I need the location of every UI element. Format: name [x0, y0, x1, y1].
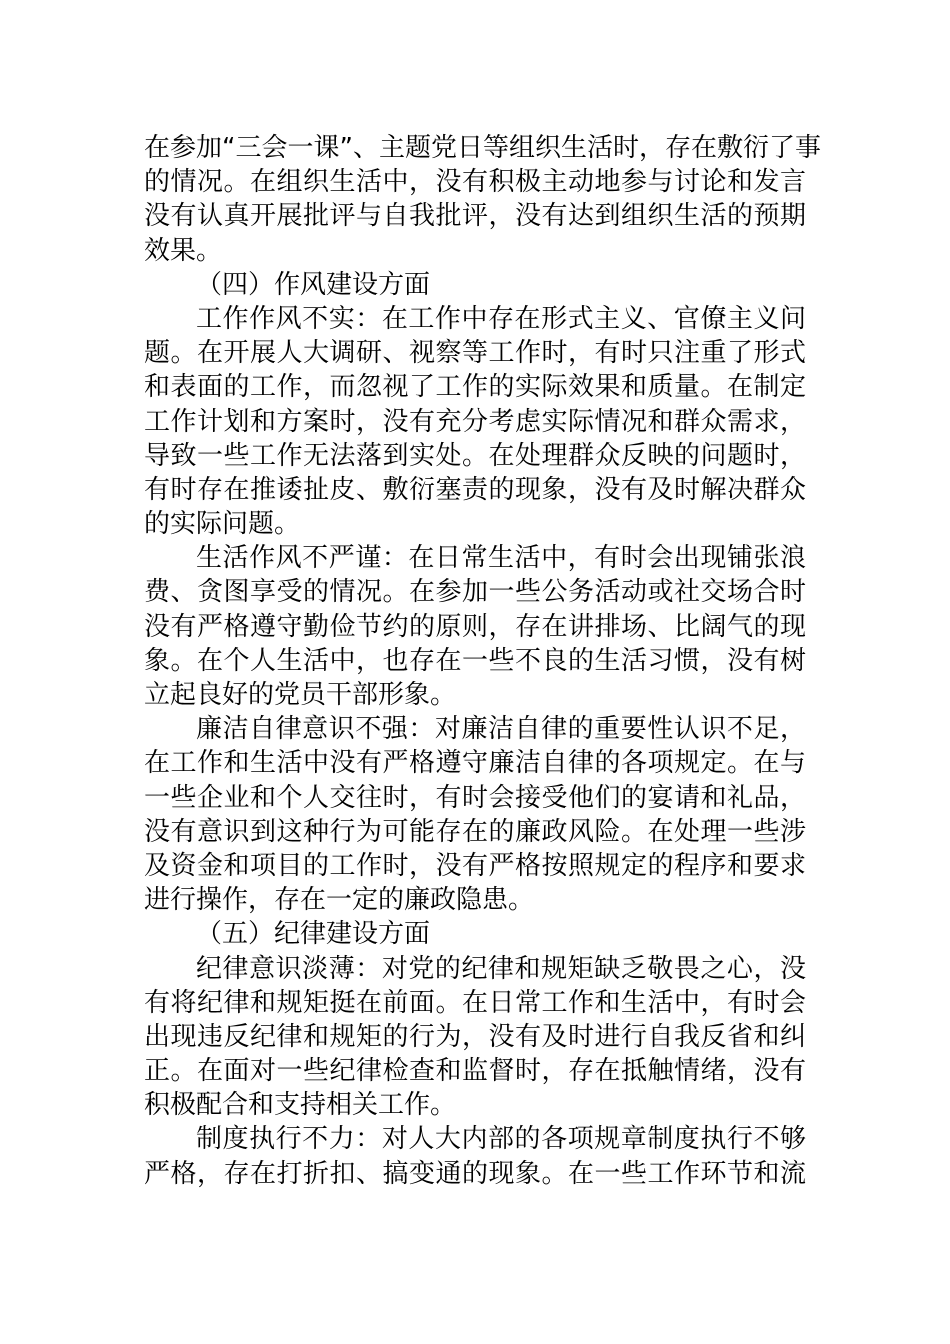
section-heading-4 [144, 268, 806, 302]
text-line: 有时存在推诿扯皮、敷衍塞责的现象，没有及时解决群众 [144, 474, 806, 505]
text-line: 象。在个人生活中，也存在一些不良的生活习惯，没有树 [144, 645, 806, 676]
text-line: 工作作风不实：在工作中存在形式主义、官僚主义问 [196, 303, 806, 334]
text-line: 正。在面对一些纪律检查和监督时，存在抵触情绪，没有 [144, 1056, 806, 1087]
text-line: 有将纪律和规矩挺在前面。在日常工作和生活中，有时会 [144, 987, 806, 1018]
paragraph-work-style [144, 302, 806, 541]
text-line: 严格，存在打折扣、搞变通的现象。在一些工作环节和流 [144, 1158, 806, 1189]
paragraph-continuation [144, 131, 821, 268]
text-line: 积极配合和支持相关工作。 [144, 1090, 457, 1121]
text-line: 工作计划和方案时，没有充分考虑实际情况和群众需求， [144, 406, 806, 437]
text-line: 导致一些工作无法落到实处。在处理群众反映的问题时， [144, 440, 806, 471]
paragraph-system-execution [144, 1122, 806, 1190]
text-line: 的实际问题。 [144, 509, 301, 540]
text-line: 生活作风不严谨：在日常生活中，有时会出现铺张浪 [196, 543, 806, 574]
paragraph-life-style [144, 541, 806, 712]
text-line: 没有意识到这种行为可能存在的廉政风险。在处理一些涉 [144, 816, 806, 847]
section-heading-text: （四）作风建设方面 [196, 269, 431, 300]
text-line: 立起良好的党员干部形象。 [144, 680, 457, 710]
text-line: 一些企业和个人交往时，有时会接受他们的宴请和礼品， [144, 782, 806, 813]
paragraph-discipline [144, 952, 806, 1123]
text-line: 和表面的工作，而忽视了工作的实际效果和质量。在制定 [144, 372, 806, 403]
text-line: 及资金和项目的工作时，没有严格按照规定的程序和要求 [144, 850, 806, 881]
text-line: 没有严格遵守勤俭节约的原则，存在讲排场、比阔气的现 [144, 611, 806, 642]
text-line: 没有认真开展批评与自我批评，没有达到组织生活的预期 [144, 201, 806, 232]
text-line: 纪律意识淡薄：对党的纪律和规矩缺乏敬畏之心，没 [196, 953, 806, 984]
text-line: 题。在开展人大调研、视察等工作时，有时只注重了形式 [144, 338, 806, 369]
text-line: 在参加“三会一课”、主题党日等组织生活时，存在敷衍了事 [144, 133, 821, 163]
section-heading-5 [144, 917, 806, 951]
text-line: 进行操作，存在一定的廉政隐患。 [144, 885, 535, 916]
text-line: 的情况。在组织生活中，没有积极主动地参与讨论和发言 [144, 167, 806, 198]
document-page [144, 131, 821, 1191]
section-heading-text: （五）纪律建设方面 [196, 919, 431, 950]
paragraph-integrity [144, 712, 806, 917]
text-line: 费、贪图享受的情况。在参加一些公务活动或社交场合时 [144, 577, 806, 608]
text-line: 在工作和生活中没有严格遵守廉洁自律的各项规定。在与 [144, 748, 806, 779]
text-line: 出现违反纪律和规矩的行为，没有及时进行自我反省和纠 [144, 1021, 806, 1052]
text-line: 廉洁自律意识不强：对廉洁自律的重要性认识不足， [196, 714, 806, 745]
text-line: 制度执行不力：对人大内部的各项规章制度执行不够 [196, 1124, 806, 1155]
text-line: 效果。 [144, 235, 223, 266]
